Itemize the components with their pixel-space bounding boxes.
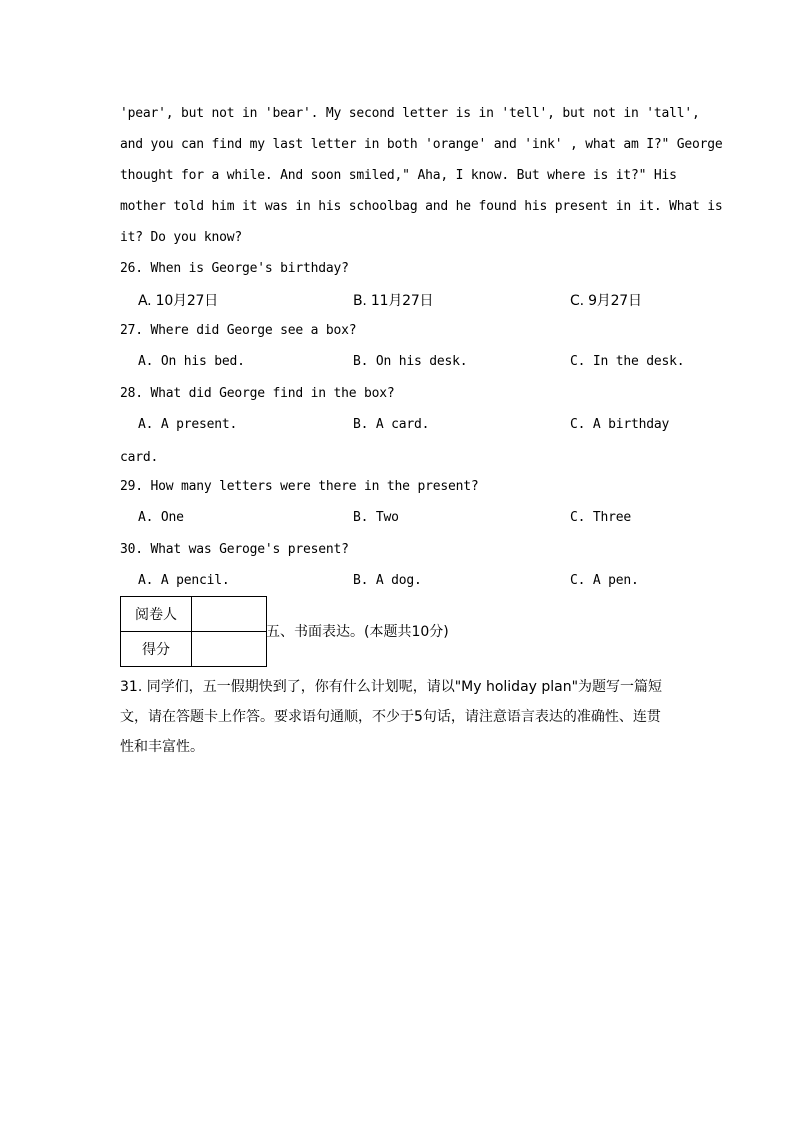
question-29-stem: 29. How many letters were there in the present? [120,479,479,494]
passage-line: 'pear', but not in 'bear'. My second letter is in 'tell', but not in 'tall', [120,106,700,121]
question-29-option-a: A. One [138,510,184,525]
question-26-option-a: A. 10月27日 [138,293,219,309]
passage-line: mother told him it was in his schoolbag and he found his present in it. What is [120,199,723,214]
question-28-option-c-wrap: card. [120,450,159,465]
essay-prompt-line: 性和丰富性。 [120,739,204,755]
score-label: 得分 [121,632,192,667]
question-28-option-c: C. A birthday [570,417,670,432]
passage-line: thought for a while. And soon smiled," Aha, I know. But where is it?" His [120,168,677,183]
reviewer-value [192,597,267,632]
question-30-option-c: C. A pen. [570,573,639,588]
question-29-option-b: B. Two [353,510,399,525]
question-29-option-c: C. Three [570,510,632,525]
question-27-option-b: B. On his desk. [353,354,468,369]
passage-line: and you can find my last letter in both 'orange' and 'ink' , what am I?" George [120,137,723,152]
question-28-stem: 28. What did George find in the box? [120,386,395,401]
question-30-stem: 30. What was Geroge's present? [120,542,349,557]
essay-prompt-line: 31. 同学们，五一假期快到了，你有什么计划呢，请以"My holiday plan"为题写一篇短 [120,679,663,695]
score-table [120,596,267,667]
question-27-option-c: C. In the desk. [570,354,685,369]
reviewer-label: 阅卷人 [121,597,192,632]
question-30-option-b: B. A dog. [353,573,422,588]
essay-prompt-line: 文，请在答题卡上作答。要求语句通顺，不少于5句话，请注意语言表达的准确性、连贯 [120,709,661,725]
section-title: 五、书面表达。(本题共10分) [266,624,449,640]
question-26-option-b: B. 11月27日 [353,293,434,309]
score-value [192,632,267,667]
question-26-stem: 26. When is George's birthday? [120,261,349,276]
question-28-option-a: A. A present. [138,417,238,432]
question-27-stem: 27. Where did George see a box? [120,323,357,338]
question-26-option-c: C. 9月27日 [570,293,642,309]
question-28-option-b: B. A card. [353,417,430,432]
question-27-option-a: A. On his bed. [138,354,245,369]
passage-line: it? Do you know? [120,230,243,245]
question-30-option-a: A. A pencil. [138,573,230,588]
